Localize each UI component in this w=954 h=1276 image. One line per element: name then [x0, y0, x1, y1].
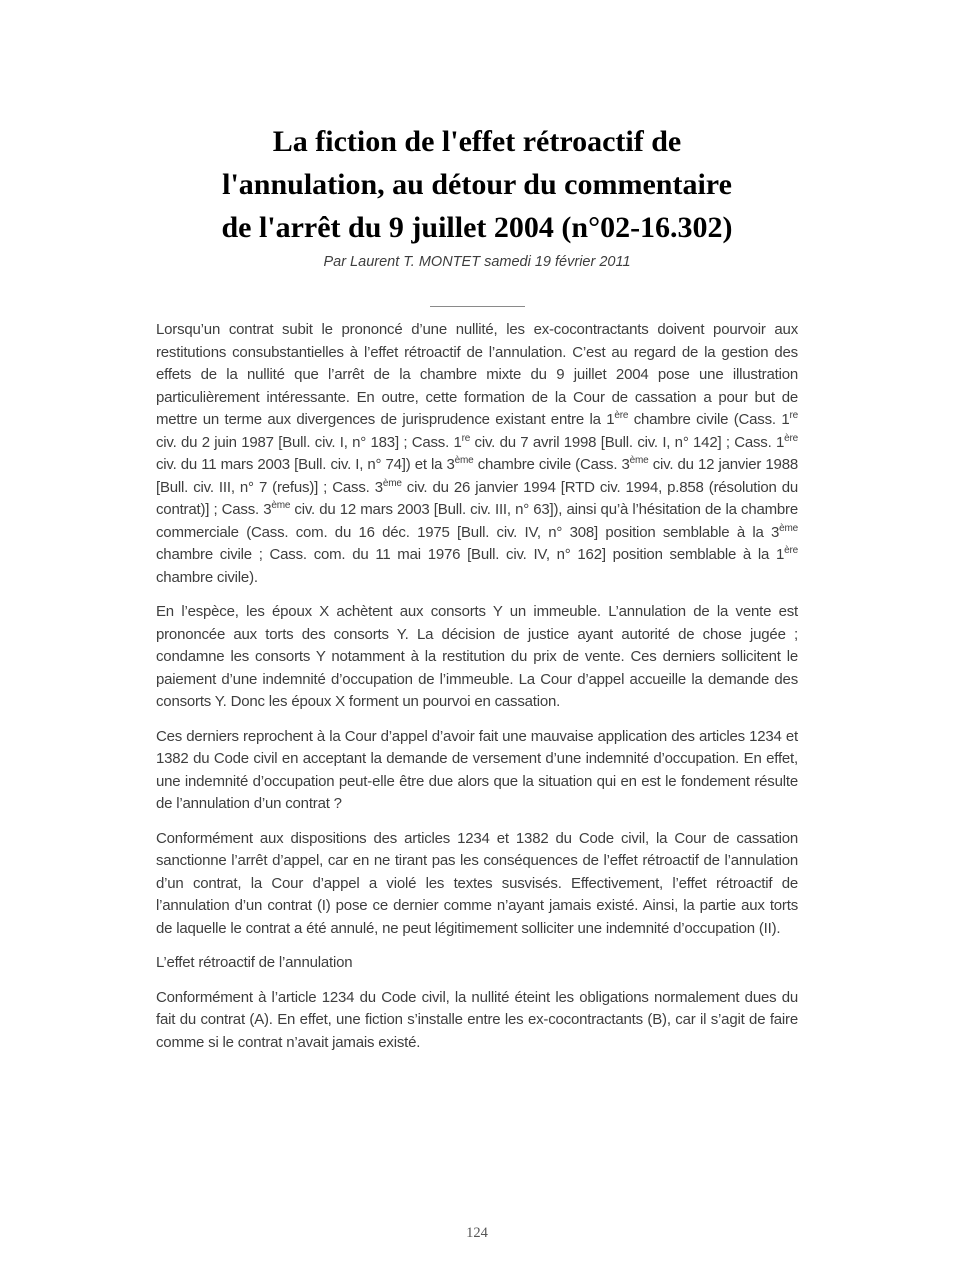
- section-divider: [430, 306, 525, 307]
- article-content: [156, 0, 798, 1054]
- paragraph-moyens: Ces derniers reprochent à la Cour d’appel d’avoir fait une mauvaise application des articles 1234 et 1382 du Code civil en acceptant la demande de versement d’une indemnité d’occupation. En effet, une indemnité d’occupation peut-elle être due alors que la situation qui en est le fondement résulte de l’annulation d’un contrat ?: [156, 727, 798, 812]
- page-number: 124: [466, 1225, 488, 1241]
- title-line-2: l'annulation, au détour du commentaire: [222, 168, 732, 201]
- paragraph-plan: Conformément à l’article 1234 du Code civil, la nullité éteint les obligations normalement dues du fait du contrat (A). En effet, une fiction s’installe entre les ex-cocontractants (B), car il s’agit de faire comme si le contrat n’avait jamais existé.: [156, 988, 798, 1051]
- article-body: [156, 319, 798, 1054]
- paragraph-solution: Conformément aux dispositions des articles 1234 et 1382 du Code civil, la Cour de cassation sanctionne l’arrêt d’appel, car en ne tirant pas les conséquences de l’effet rétroactif de l’annulation d’un contrat, la Cour d’appel a violé les textes susvisés. Effectivement, l’effet rétroactif de l’annulation d’un contrat (I) pose ce dernier comme n’ayant jamais existé. Ainsi, la partie aux torts de laquelle le contrat a été annulé, ne peut légitimement solliciter une indemnité d’occupation (II).: [156, 829, 798, 937]
- title-line-3: de l'arrêt du 9 juillet 2004 (n°02-16.302): [221, 211, 733, 244]
- title-line-1: La fiction de l'effet rétroactif de: [272, 125, 682, 158]
- byline: Par Laurent T. MONTET samedi 19 février 2011: [323, 254, 631, 270]
- paragraph-facts: En l’espèce, les époux X achètent aux consorts Y un immeuble. L’annulation de la vente est prononcée aux torts des consorts Y. La décision de justice ayant autorité de chose jugée ; condamne les consorts Y notamment à la restitution du prix de vente. Ces derniers sollicitent le paiement d’une indemnité d’occupation de l’immeuble. La Cour d’appel accueille la demande des consorts Y. Donc les époux X forment un pourvoi en cassation.: [156, 603, 798, 710]
- paragraph-introduction: Lorsqu’un contrat subit le prononcé d’une nullité, les ex-cocontractants doivent pourvoir aux restitutions consubstantielles à l’effet rétroactif de l’annulation. C’est au regard de la gestion des effets de la nullité que l’arrêt de la chambre mixte du 9 juillet 2004 pose une illustration particulièrement intéressante. En outre, cette formation de la Cour de cassation a pour but de mettre un terme aux divergences de jurisprudence existant entre la 1ère chambre civile (Cass. 1re civ. du 2 juin 1987 [Bull. civ. I, n° 183] ; Cass. 1re civ. du 7 avril 1998 [Bull. civ. I, n° 142] ; Cass. 1ère civ. du 11 mars 2003 [Bull. civ. I, n° 74]) et la 3ème chambre civile (Cass. 3ème civ. du 12 janvier 1988 [Bull. civ. III, n° 7 (refus)] ; Cass. 3ème civ. du 26 janvier 1994 [RTD civ. 1994, p.858 (résolution du contrat)] ; Cass. 3ème civ. du 12 mars 2003 [Bull. civ. III, n° 63]), ainsi qu’à l’hésitation de la chambre commerciale (Cass. com. du 16 déc. 1975 [Bull. civ. IV, n° 308] position semblable à la 3ème chambre civile ; Cass. com. du 11 mai 1976 [Bull. civ. IV, n° 162] position semblable à la 1ère chambre civile).: [156, 321, 799, 586]
- article-title: [156, 120, 798, 249]
- section-heading: L’effet rétroactif de l’annulation: [156, 954, 353, 971]
